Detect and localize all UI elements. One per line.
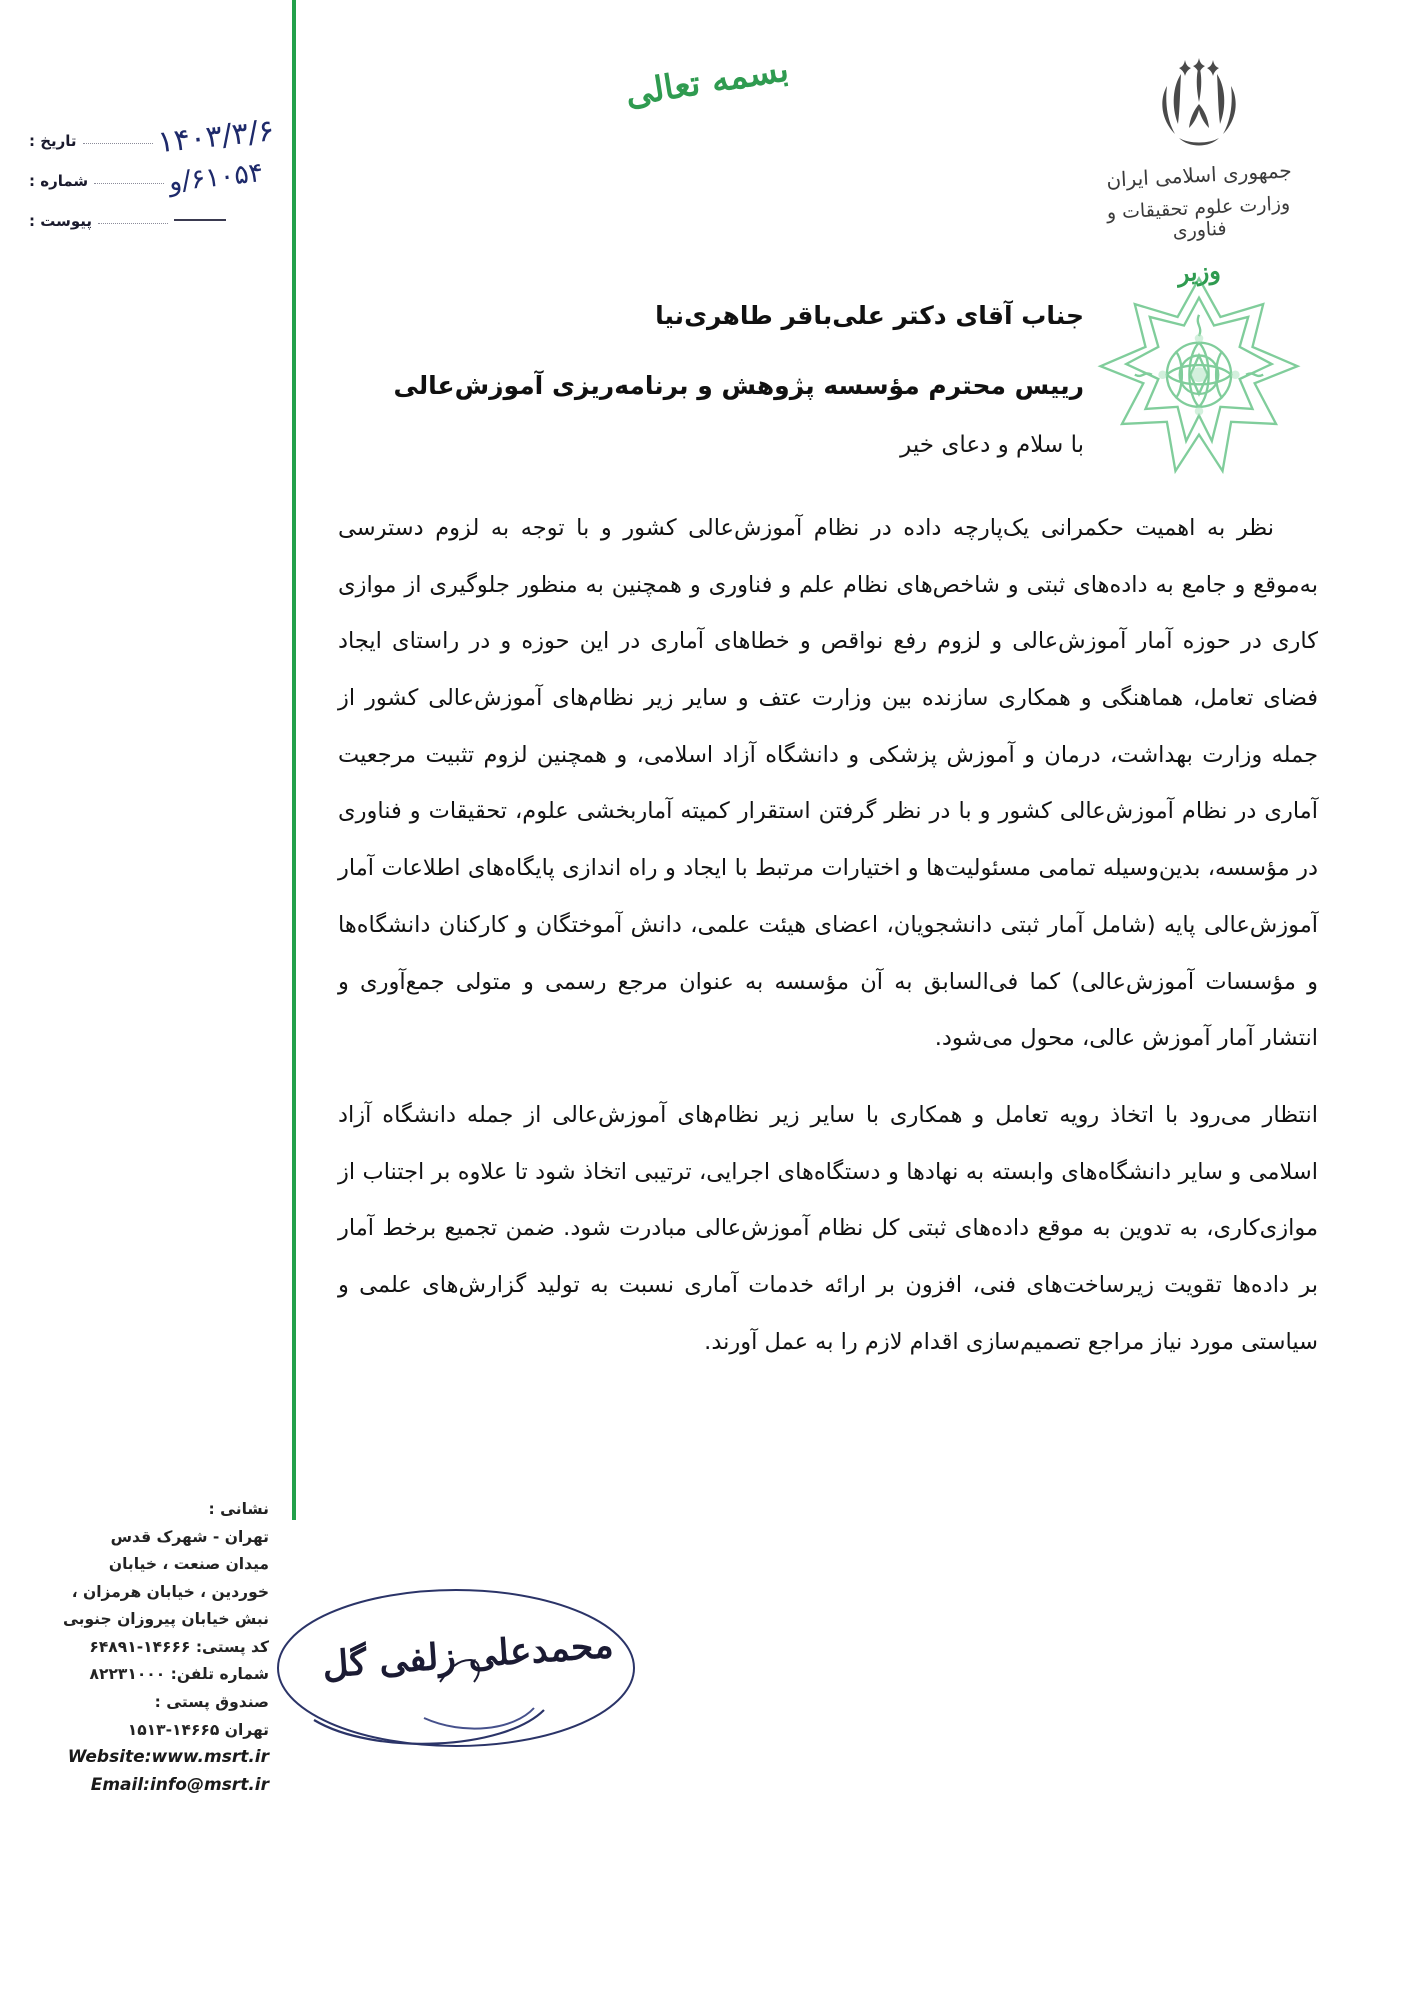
- addressee-block: [354, 292, 1084, 409]
- reference-block: [29, 110, 276, 230]
- reference-number-row: [29, 150, 265, 198]
- phone-number: شماره تلفن: ۸۲۲۳۱۰۰۰: [89, 1665, 269, 1684]
- website-link[interactable]: Website:www.msrt.ir: [67, 1747, 269, 1768]
- ministry-name: وزارت علوم تحقیقات و فناوری: [1106, 192, 1291, 243]
- addressee-name: جناب آقای دکتر علی‌باقر طاهری‌نیا: [655, 301, 1084, 330]
- addressee-position: رییس محترم مؤسسه پژوهش و برنامه‌ریزی آموزش‌عالی: [393, 370, 1084, 400]
- green-medallion-ornament: [1092, 272, 1306, 486]
- green-vertical-rule: [292, 0, 296, 1520]
- date-label: تاریخ :: [29, 132, 77, 150]
- po-box-label: صندوق پستی :: [154, 1693, 269, 1712]
- footer-address-block: [19, 1496, 269, 1799]
- number-value: ۶۱۰۵۴/و: [167, 157, 265, 198]
- minister-title: وزیر: [1176, 255, 1222, 288]
- number-rule: [94, 182, 164, 184]
- address-line-2: میدان صنعت ، خیابان: [108, 1555, 269, 1574]
- body-paragraph-2: انتظار می‌رود با اتخاذ رویه تعامل و همکاری با سایر زیر نظام‌های آموزش‌عالی از جمله دانشگاه آزاد اسلامی و سایر دانشگاه‌های وابسته به نهادها و دستگاه‌های اجرایی، ترتیبی اتخاذ شود تا علاوه بر اجتناب از موازی‌کاری، به تدوین به موقع داده‌های ثبتی کل نظام آموزش‌عالی مبادرت شود. ضمن تجمیع برخط آمار بر داده‌ها تقویت زیرساخت‌های فنی، افزون بر ارائه خدمات آماری نسبت به تولید گزارش‌های علمی و سیاستی مورد نیاز مراجع تصمیم‌سازی اقدام لازم را به عمل آورند.: [338, 1101, 1318, 1355]
- body-paragraph-1: نظر به اهمیت حکمرانی یک‌پارچه داده در نظام آموزش‌عالی کشور و با توجه به لزوم دسترسی به‌موقع و جامع به داده‌های ثبتی و شاخص‌های نظام علم و فناوری و همچنین به منظور جلوگیری از موازی کاری در حوزه آمار آموزش‌عالی و لزوم رفع نواقص و خطاهای آماری در این حوزه و در راستای ایجاد فضای تعامل، هماهنگی و همکاری سازنده بین وزارت عتف و سایر زیر نظام‌های آموزش‌عالی کشور از جمله وزارت بهداشت، درمان و آموزش پزشکی و دانشگاه آزاد اسلامی، و همچنین لزوم تثبیت مرجعیت آماری در نظام آموزش‌عالی کشور و با در نظر گرفتن استقرار کمیته آماربخشی علوم، تحقیقات و فناوری در مؤسسه، بدین‌وسیله تمامی مسئولیت‌ها و اختیارات مرتبط با ایجاد و راه اندازی پایگاه‌های اطلاعات آمار آموزش‌عالی پایه (شامل آمار ثبتی دانشجویان، اعضای هیئت علمی، دانش آموختگان و کارکنان دانشگاه‌ها و مؤسسات آموزش‌عالی) کما فی‌السابق به آن مؤسسه به عنوان مرجع رسمی و متولی جمع‌آوری و انتشار آمار آموزش عالی، محول می‌شود.: [338, 515, 1318, 1052]
- date-value: ۱۴۰۳/۳/۶: [155, 113, 276, 161]
- letterhead-crest: [1094, 58, 1304, 286]
- email-link[interactable]: Email:info@msrt.ir: [90, 1774, 269, 1795]
- attachment-rule: [98, 222, 168, 224]
- reference-attachment-row: [29, 190, 259, 230]
- signature-block: [244, 1560, 674, 1780]
- greeting-line: با سلام و دعای خیر: [900, 432, 1084, 458]
- signature-name: محمدعلی زلفی گل: [321, 1623, 616, 1687]
- invocation-besmeh: بسمه تعالی: [622, 49, 792, 115]
- address-line-3: خوردین ، خیابان هرمزان ،: [71, 1582, 269, 1601]
- letter-body: [338, 500, 1318, 1390]
- address-line-4: نبش خیابان پیروزان جنوبی: [62, 1610, 269, 1629]
- number-label: شماره :: [29, 172, 89, 190]
- country-name: جمهوری اسلامی ایران: [1105, 158, 1293, 192]
- iran-emblem-icon: [1094, 58, 1304, 154]
- address-line-1: تهران - شهرک قدس: [110, 1527, 269, 1546]
- postal-code: کد پستی: ۱۴۶۶۶-۶۴۸۹۱: [89, 1637, 269, 1656]
- date-rule: [83, 142, 153, 144]
- po-box-value: تهران ۱۴۶۶۵-۱۵۱۳: [127, 1720, 269, 1739]
- attachment-label: پیوست :: [29, 212, 93, 230]
- reference-date-row: [29, 110, 276, 161]
- attachment-dash-icon: [174, 219, 226, 221]
- address-label: نشانی :: [208, 1500, 269, 1518]
